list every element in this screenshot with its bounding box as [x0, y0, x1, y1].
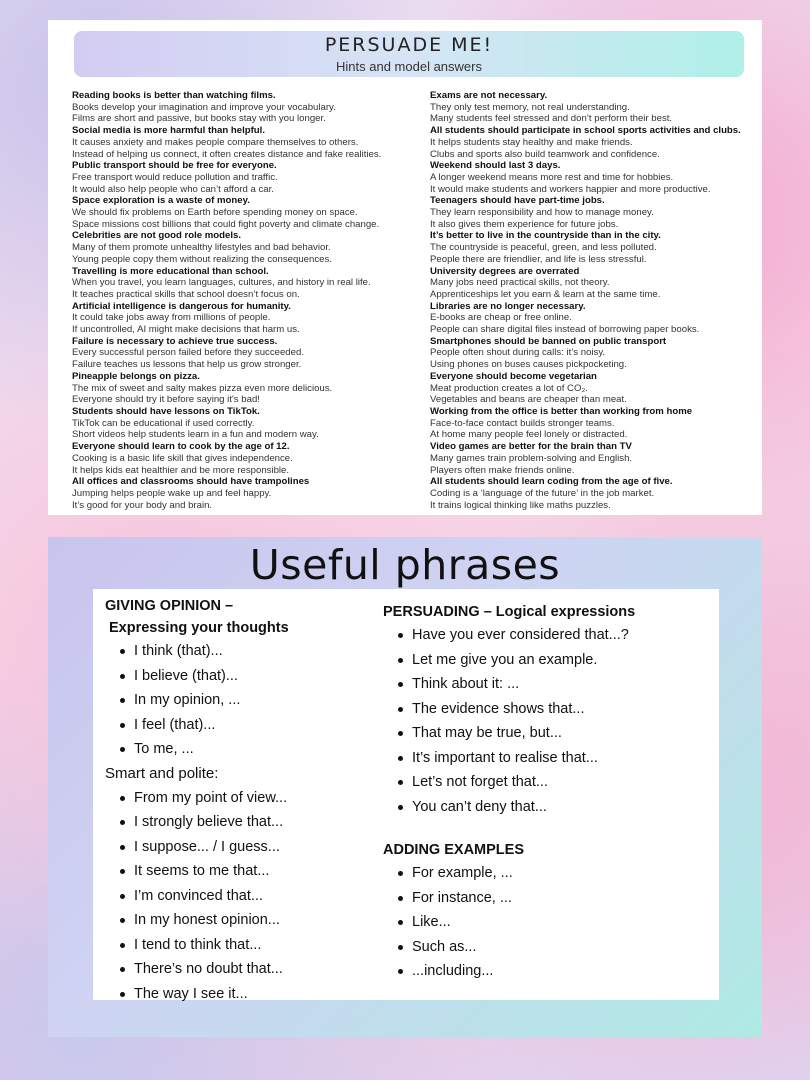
topic-claim: Teenagers should have part-time jobs.: [430, 195, 605, 207]
phrase-item: I strongly believe that...: [105, 810, 385, 835]
topic-item: [72, 90, 402, 125]
topic-argument: Vegetables and beans are cheaper than meat.: [430, 394, 627, 406]
phrase-item: Such as...: [383, 935, 713, 960]
topic-claim: Video games are better for the brain than TV: [430, 441, 632, 453]
giving-opinion-column: [105, 595, 385, 1006]
topic-argument: It causes anxiety and makes people compare themselves to others.: [72, 136, 359, 148]
topic-argument: Using phones on buses causes pickpocketing.: [430, 359, 627, 371]
useful-phrases-panel: [48, 537, 762, 1037]
topic-item: [72, 301, 402, 336]
topic-claim: All students should participate in school sports activities and clubs.: [430, 125, 741, 137]
phrase-item: There’s no doubt that...: [105, 957, 385, 982]
topic-claim: Libraries are no longer necessary.: [430, 300, 586, 312]
giving-opinion-list: [105, 639, 385, 762]
phrase-item: That may be true, but...: [383, 721, 713, 746]
topic-item: [430, 301, 760, 336]
topic-argument: If uncontrolled, AI might make decisions that harm us.: [72, 324, 300, 336]
topic-item: [430, 195, 760, 230]
topic-argument: A longer weekend means more rest and time for hobbies.: [430, 171, 674, 183]
topic-claim: Students should have lessons on TikTok.: [72, 405, 260, 417]
topic-argument: The mix of sweet and salty makes pizza even more delicious.: [72, 382, 333, 394]
topic-argument: It could take jobs away from millions of people.: [72, 312, 271, 324]
topic-argument: People often shout during calls: it’s noisy.: [430, 347, 606, 359]
topic-claim: All offices and classrooms should have trampolines: [72, 476, 310, 488]
phrase-item: Let me give you an example.: [383, 648, 713, 673]
topic-claim: Everyone should learn to cook by the age of 12.: [72, 441, 290, 453]
topic-claim: University degrees are overrated: [430, 265, 580, 277]
topic-claim: All students should learn coding from the age of five.: [430, 476, 673, 488]
phrase-item: The evidence shows that...: [383, 697, 713, 722]
topic-item: [430, 125, 760, 160]
topic-item: [72, 406, 402, 441]
phrases-card: [93, 589, 719, 1000]
topic-argument: They only test memory, not real understanding.: [430, 101, 630, 113]
topic-argument: It teaches practical skills that school doesn’t focus on.: [72, 288, 300, 300]
topic-argument: They learn responsibility and how to manage money.: [430, 207, 654, 219]
page-subtitle: Hints and model answers: [336, 59, 482, 74]
topic-argument: It also gives them experience for future jobs.: [430, 218, 619, 230]
hints-card: [48, 20, 762, 515]
topic-claim: Working from the office is better than working from home: [430, 405, 693, 417]
topic-argument: TikTok can be educational if used correctly.: [72, 417, 255, 429]
phrase-item: I suppose... / I guess...: [105, 835, 385, 860]
giving-opinion-subtitle: Expressing your thoughts: [109, 620, 289, 636]
phrase-item: It’s important to realise that...: [383, 746, 713, 771]
topic-argument: Space missions cost billions that could fight poverty and climate change.: [72, 218, 380, 230]
adding-examples-list: [383, 861, 713, 984]
phrase-item: I think (that)...: [105, 639, 385, 664]
topic-argument: Cooking is a basic life skill that gives independence.: [72, 452, 293, 464]
phrase-item: The way I see it...: [105, 982, 385, 1007]
phrase-item: I believe (that)...: [105, 664, 385, 689]
smart-polite-list: [105, 786, 385, 1007]
topic-argument: It would make students and workers happier and more productive.: [430, 183, 711, 195]
topic-item: [430, 406, 760, 441]
topic-argument: Meat production creates a lot of CO₂.: [430, 382, 588, 394]
topic-argument: People there are friendlier, and life is less stressful.: [430, 253, 647, 265]
topic-argument: Coding is a ‘language of the future’ in the job market.: [430, 487, 655, 499]
phrase-item: It seems to me that...: [105, 859, 385, 884]
topic-argument: The countryside is peaceful, green, and less polluted.: [430, 242, 657, 254]
persuading-list: [383, 623, 713, 819]
topic-argument: Short videos help students learn in a fun and modern way.: [72, 429, 319, 441]
topic-item: [72, 195, 402, 230]
topic-claim: Exams are not necessary.: [430, 90, 548, 101]
persuading-title: PERSUADING – Logical expressions: [383, 604, 636, 620]
topic-item: [430, 266, 760, 301]
phrase-item: Think about it: ...: [383, 672, 713, 697]
topic-argument: Jumping helps people wake up and feel happy.: [72, 487, 272, 499]
topic-argument: Instead of helping us connect, it often creates distance and fake realities.: [72, 148, 382, 160]
topic-argument: It would also help people who can’t afford a car.: [72, 183, 274, 195]
topic-claim: Pineapple belongs on pizza.: [72, 370, 200, 382]
topic-claim: Reading books is better than watching films.: [72, 90, 276, 101]
topic-claim: Weekend should last 3 days.: [430, 160, 561, 172]
phrase-item: For example, ...: [383, 861, 713, 886]
topic-item: [72, 125, 402, 160]
topic-argument: We should fix problems on Earth before spending money on space.: [72, 207, 358, 219]
topic-argument: Films are short and passive, but books stay with you longer.: [72, 113, 326, 125]
topic-claim: It’s better to live in the countryside than in the city.: [430, 230, 661, 242]
phrase-item: In my honest opinion...: [105, 908, 385, 933]
topic-item: [430, 476, 760, 511]
topic-argument: Apprenticeships let you earn & learn at the same time.: [430, 288, 661, 300]
topic-argument: Players often make friends online.: [430, 464, 575, 476]
topic-argument: At home many people feel lonely or distracted.: [430, 429, 628, 441]
topic-item: [72, 266, 402, 301]
phrase-item: In my opinion, ...: [105, 688, 385, 713]
persuading-column: [383, 595, 713, 984]
topic-argument: Everyone should try it before saying it's bad!: [72, 394, 260, 406]
adding-examples-title: ADDING EXAMPLES: [383, 842, 524, 858]
phrase-item: I’m convinced that...: [105, 884, 385, 909]
topic-argument: E-books are cheap or free online.: [430, 312, 572, 324]
topic-argument: It trains logical thinking like maths puzzles.: [430, 499, 611, 511]
phrase-item: You can’t deny that...: [383, 795, 713, 820]
topic-item: [72, 441, 402, 476]
topic-argument: Clubs and sports also build teamwork and confidence.: [430, 148, 660, 160]
topic-argument: It helps kids eat healthier and be more responsible.: [72, 464, 290, 476]
right-topics-column: [430, 90, 760, 511]
left-topics-column: [72, 90, 402, 511]
phrase-item: I feel (that)...: [105, 713, 385, 738]
topic-item: [430, 230, 760, 265]
topic-argument: Young people copy them without realizing the consequences.: [72, 253, 332, 265]
topic-argument: Failure teaches us lessons that help us grow stronger.: [72, 359, 302, 371]
topic-argument: Every successful person failed before they succeeded.: [72, 347, 304, 359]
topic-item: [72, 230, 402, 265]
topic-claim: Social media is more harmful than helpful.: [72, 125, 265, 137]
phrase-item: Let’s not forget that...: [383, 770, 713, 795]
topic-claim: Public transport should be free for everyone.: [72, 160, 277, 172]
topic-item: [72, 336, 402, 371]
topic-argument: It helps students stay healthy and make friends.: [430, 136, 633, 148]
topic-argument: Books develop your imagination and improve your vocabulary.: [72, 101, 336, 113]
topic-argument: Many of them promote unhealthy lifestyles and bad behavior.: [72, 242, 331, 254]
topic-argument: When you travel, you learn languages, cultures, and history in real life.: [72, 277, 371, 289]
topic-argument: People can share digital files instead of borrowing paper books.: [430, 324, 700, 336]
phrase-item: Like...: [383, 910, 713, 935]
topic-argument: Free transport would reduce pollution and traffic.: [72, 171, 278, 183]
topic-item: [72, 476, 402, 511]
topic-claim: Travelling is more educational than school.: [72, 265, 269, 277]
topic-argument: Many students feel stressed and don’t perform their best.: [430, 113, 673, 125]
topic-item: [430, 371, 760, 406]
phrase-item: From my point of view...: [105, 786, 385, 811]
topic-item: [430, 336, 760, 371]
smart-polite-label: Smart and polite:: [105, 764, 219, 782]
topic-claim: Celebrities are not good role models.: [72, 230, 241, 242]
topic-item: [72, 371, 402, 406]
topic-claim: Smartphones should be banned on public transport: [430, 335, 667, 347]
topic-argument: Many jobs need practical skills, not theory.: [430, 277, 610, 289]
useful-phrases-heading: Useful phrases: [249, 541, 561, 589]
phrase-item: ...including...: [383, 959, 713, 984]
phrase-item: Have you ever considered that...?: [383, 623, 713, 648]
page-title: PERSUADE ME!: [324, 34, 494, 56]
giving-opinion-title: GIVING OPINION –: [105, 598, 234, 614]
topic-item: [430, 160, 760, 195]
topic-item: [72, 160, 402, 195]
topic-argument: It’s good for your body and brain.: [72, 499, 213, 511]
topic-claim: Failure is necessary to achieve true success.: [72, 335, 278, 347]
topic-argument: Many games train problem-solving and English.: [430, 452, 633, 464]
topic-claim: Artificial intelligence is dangerous for humanity.: [72, 300, 291, 312]
topic-claim: Everyone should become vegetarian: [430, 370, 597, 382]
phrase-item: I tend to think that...: [105, 933, 385, 958]
topic-item: [430, 90, 760, 125]
topic-item: [430, 441, 760, 476]
phrase-item: To me, ...: [105, 737, 385, 762]
title-banner: [74, 31, 744, 77]
topic-argument: Face-to-face contact builds stronger teams.: [430, 417, 615, 429]
phrase-item: For instance, ...: [383, 886, 713, 911]
topic-claim: Space exploration is a waste of money.: [72, 195, 250, 207]
